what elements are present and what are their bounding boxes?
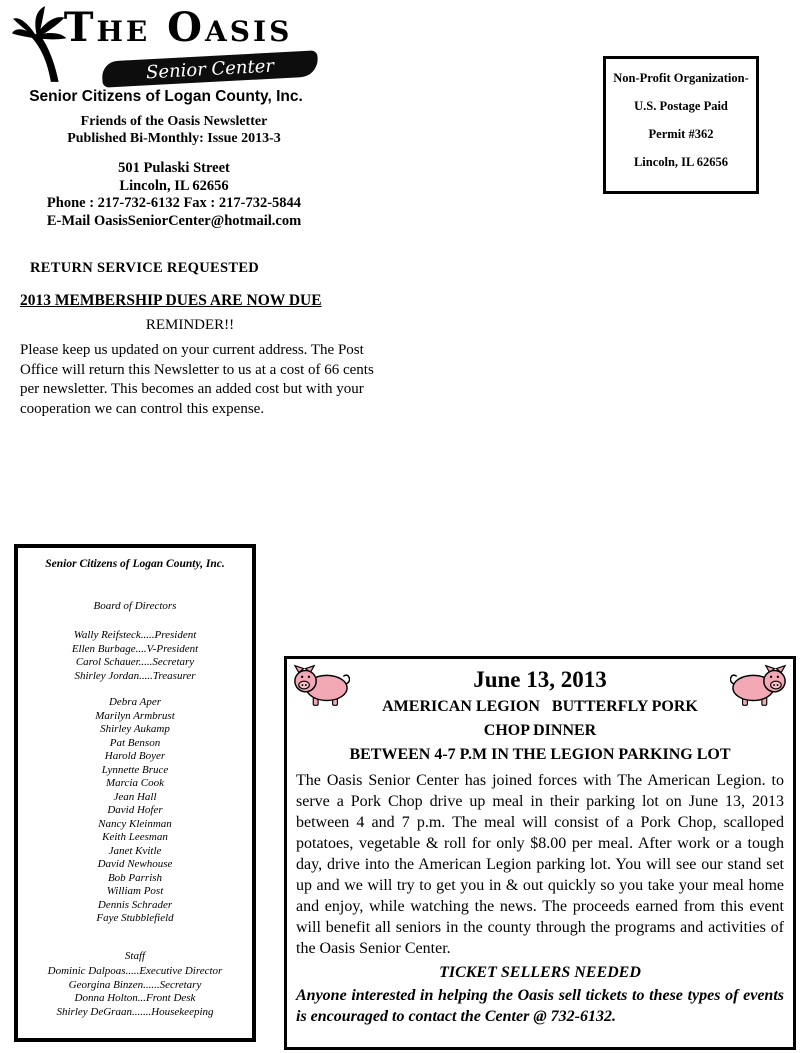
staff-member: Shirley DeGraan.......Housekeeping — [56, 1005, 214, 1018]
newsletter-title: Friends of the Oasis Newsletter — [80, 114, 268, 129]
return-service-notice: RETURN SERVICE REQUESTED — [30, 260, 260, 276]
board-member: William Post — [106, 885, 164, 897]
staff-member: Donna Holton...Front Desk — [74, 992, 196, 1004]
board-member: Lynnette Bruce — [101, 763, 169, 776]
postage-line: Permit #362 — [648, 127, 714, 141]
address-block — [0, 160, 348, 230]
event-announcement-box — [284, 656, 796, 1050]
board-member: Harold Boyer — [104, 750, 166, 762]
board-members-list — [18, 696, 252, 926]
board-member: Dennis Schrader — [97, 898, 173, 911]
postage-line: Lincoln, IL 62656 — [633, 155, 729, 169]
board-member: Keith Leesman — [102, 831, 168, 843]
board-member: Jean Hall — [113, 790, 157, 803]
board-officer: Wally Reifsteck.....President — [73, 629, 197, 641]
postage-permit-box — [603, 56, 759, 194]
board-member: Debra Aper — [108, 696, 162, 708]
reminder-text: REMINDER!! — [145, 317, 235, 333]
board-officer: Ellen Burbage....V-President — [71, 642, 199, 655]
board-member: Nancy Kleinman — [98, 817, 172, 830]
pig-icon — [730, 664, 788, 708]
email-line: E-Mail OasisSeniorCenter@hotmail.com — [46, 212, 302, 229]
postage-line: U.S. Postage Paid — [634, 99, 728, 113]
dues-heading: 2013 MEMBERSHIP DUES ARE NOW DUE — [20, 292, 322, 309]
event-heading-line2: CHOP DINNER — [483, 722, 597, 739]
event-date-title: June 13, 2013 — [473, 667, 607, 692]
board-officers-list — [18, 629, 252, 683]
staff-heading: Staff — [124, 949, 146, 962]
newsletter-issue: Published Bi-Monthly: Issue 2013-3 — [67, 131, 281, 146]
board-member: Marilyn Armbrust — [95, 709, 175, 722]
board-heading: Board of Directors — [93, 599, 177, 612]
board-of-directors-box — [14, 544, 256, 1042]
board-member: Shirley Aukamp — [100, 723, 170, 735]
board-officer: Shirley Jordan.....Treasurer — [74, 669, 196, 682]
ticket-sellers-heading: TICKET SELLERS NEEDED — [439, 964, 641, 981]
newsletter-info — [0, 113, 348, 147]
board-member: Janet Kvitle — [108, 844, 162, 857]
address-update-note: Please keep us updated on your current address. The Post Office will return this Newsletter to us at a cost of 66 cents per newsletter. This becomes an added cost but with your cooperation we can control this expense. — [20, 342, 374, 417]
board-officer: Carol Schauer.....Secretary — [75, 656, 195, 668]
board-member: David Newhouse — [97, 858, 173, 870]
board-member: David Hofer — [107, 804, 163, 816]
phone-fax-line: Phone : 217-732-6132 Fax : 217-732-5844 — [46, 195, 302, 211]
street-address: 501 Pulaski Street — [118, 160, 230, 176]
logo-banner — [101, 50, 318, 87]
logo-title: The Oasis — [63, 4, 293, 51]
board-member: Bob Parrish — [107, 871, 163, 884]
board-org-name: Senior Citizens of Logan County, Inc. — [45, 558, 225, 570]
board-member: Faye Stubblefield — [96, 912, 174, 924]
postage-line: Non-Profit Organization- — [613, 71, 749, 85]
oasis-logo — [10, 4, 322, 88]
board-member: Pat Benson — [109, 736, 161, 749]
org-name: Senior Citizens of Logan County, Inc. — [29, 88, 303, 105]
staff-list — [18, 965, 252, 1019]
logo-subtitle: Senior Center — [145, 55, 275, 83]
event-description: The Oasis Senior Center has joined forces with The American Legion. to serve a Pork Chop drive up meal in their parking lot on June 13, 2013 between 4 and 7 p.m. The meal will consist of a Pork Chop, scalloped potatoes, vegetable & roll for only $8.00 per meal. After work or a tough day, drive into the American Legion parking lot. You will see our stand set up and we will try to get you in & out quickly so you take your meal home and enjoy, while watching the news. The proceeds earned from this event will benefit all seniors in the county through the programs and activities of the Oasis Senior Center. — [296, 772, 784, 957]
staff-member: Dominic Dalpoas.....Executive Director — [47, 965, 223, 977]
ticket-sellers-note: Anyone interested in helping the Oasis sell tickets to these types of events is encouraged to contact the Center @ 732-6132. — [296, 987, 784, 1025]
event-heading-line1: AMERICAN LEGION BUTTERFLY PORK — [382, 698, 698, 715]
staff-member: Georgina Binzen......Secretary — [68, 978, 202, 991]
event-subheading: BETWEEN 4-7 P.M IN THE LEGION PARKING LOT — [349, 746, 731, 763]
city-state-zip: Lincoln, IL 62656 — [119, 177, 229, 194]
board-member: Marcia Cook — [106, 777, 164, 789]
pig-icon — [292, 664, 350, 708]
